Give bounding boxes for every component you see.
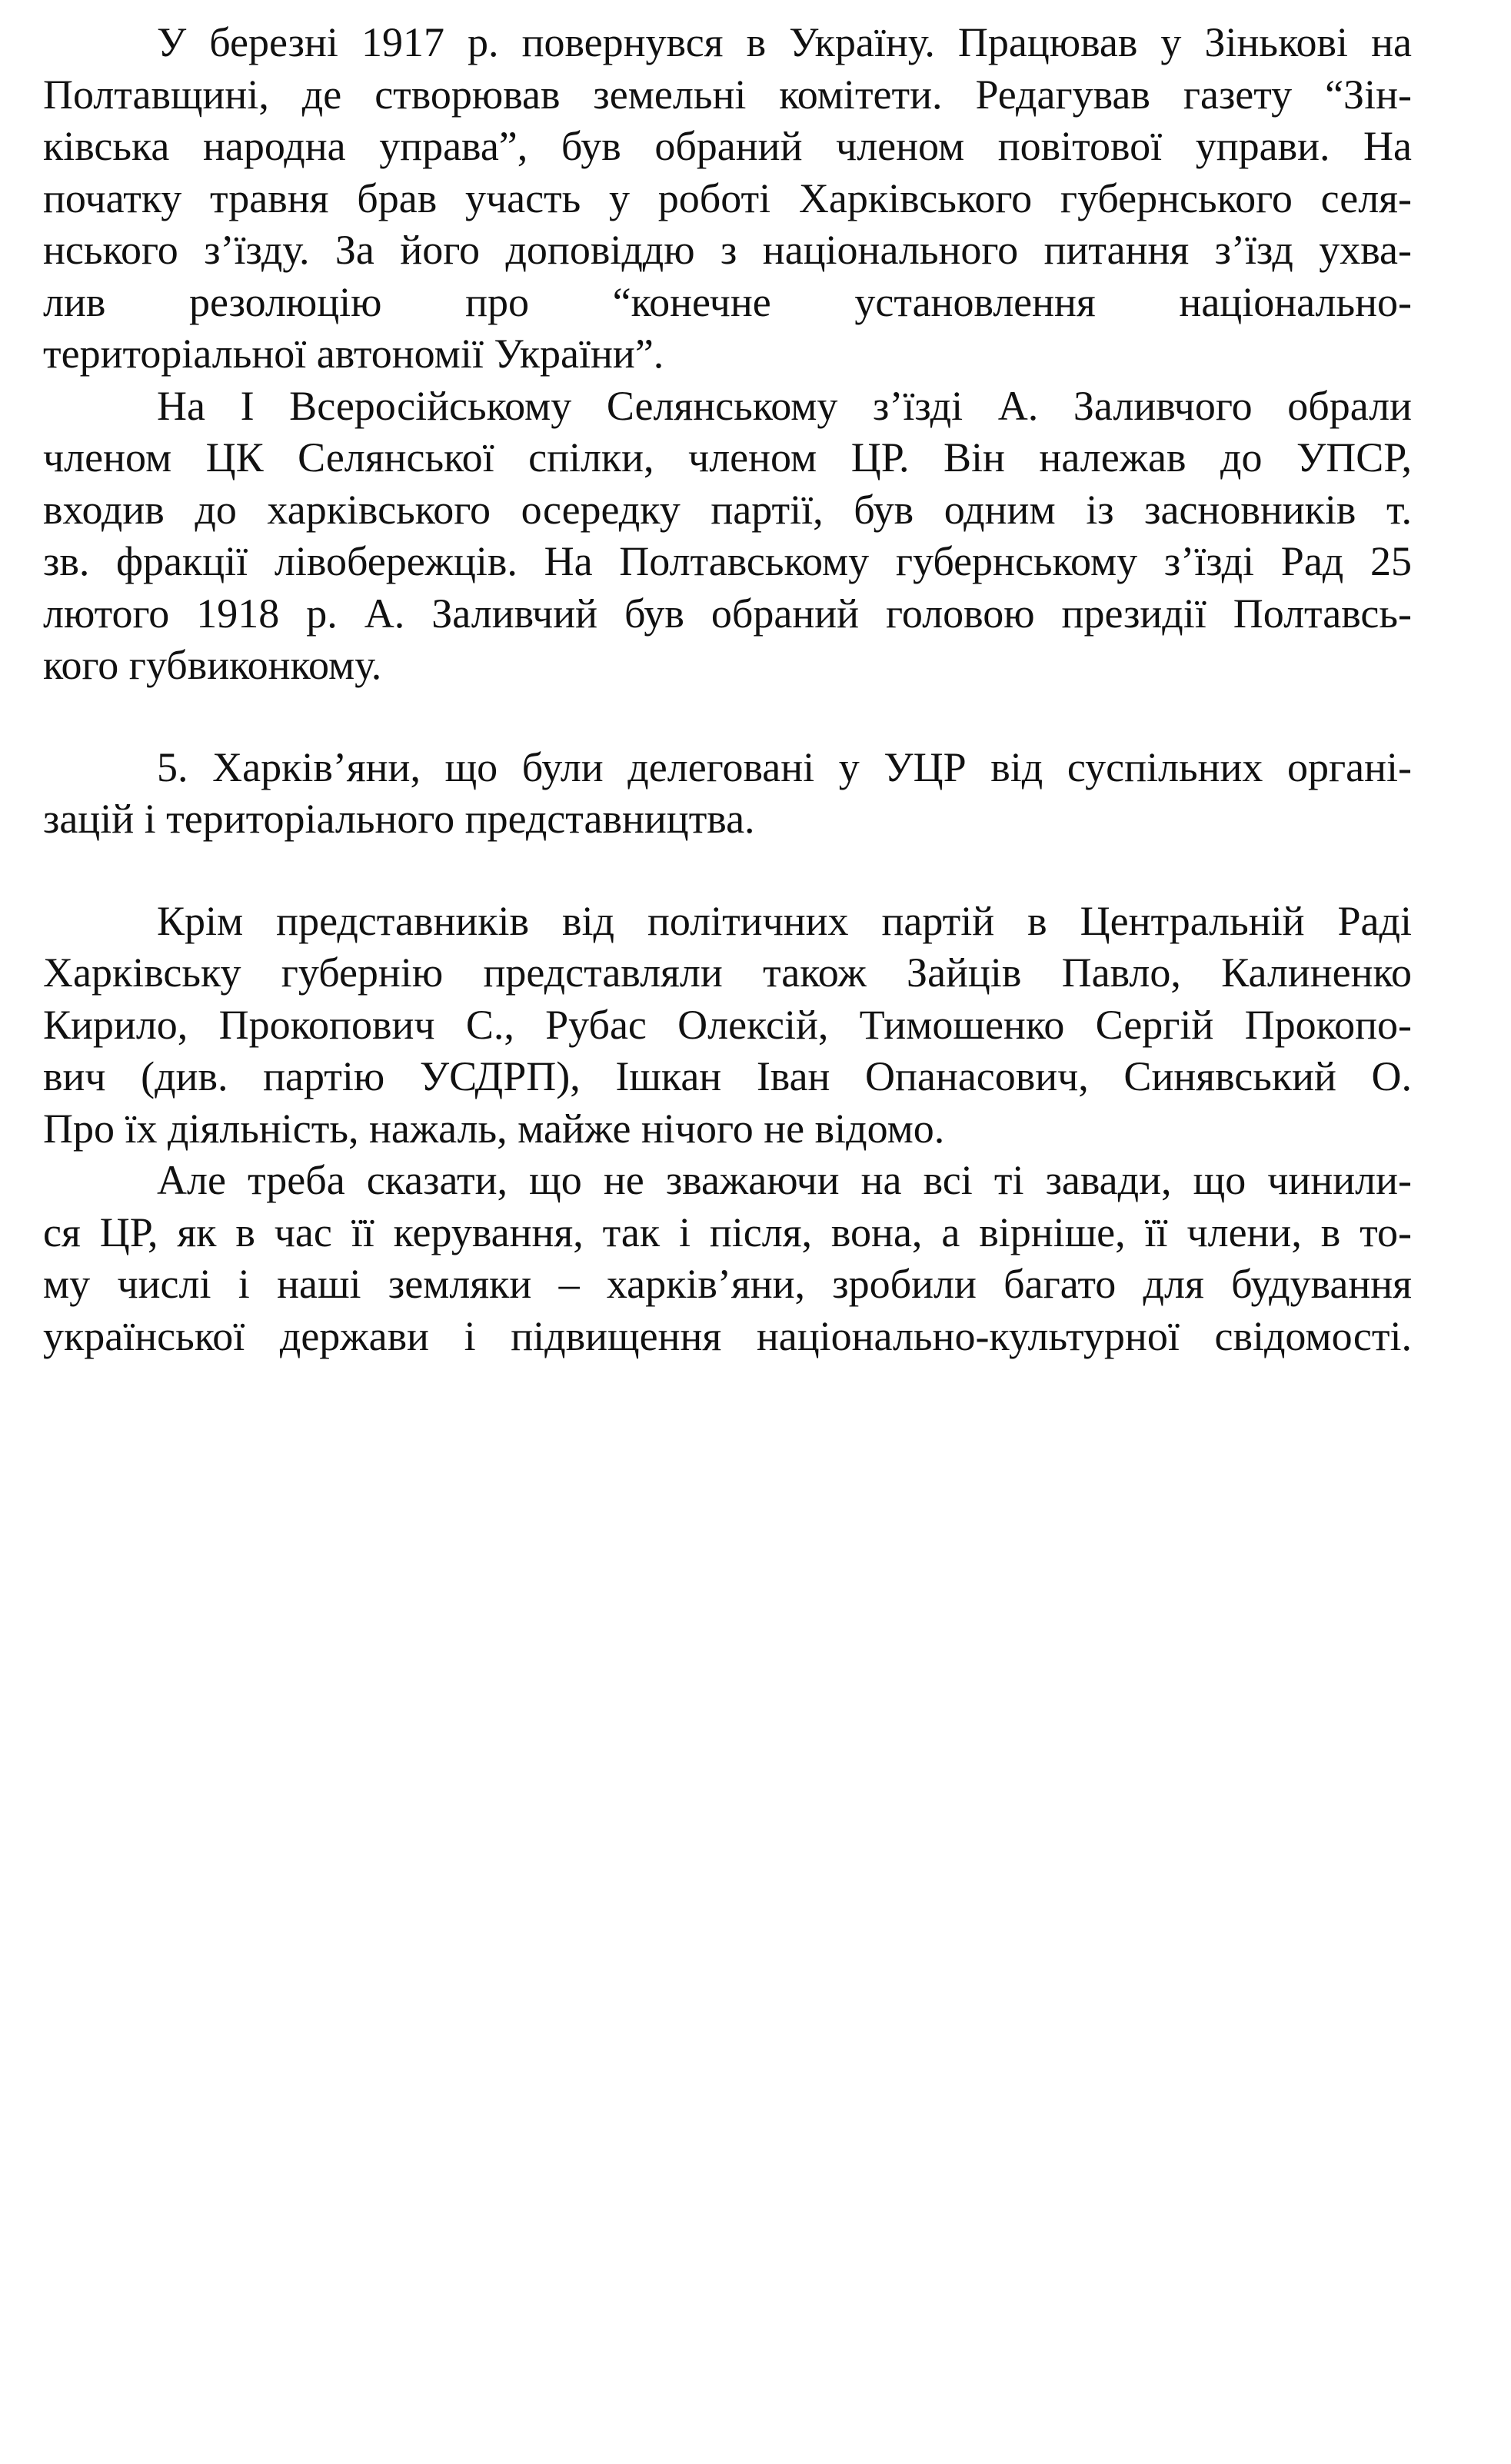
text-line: територіальної автономії України”. <box>43 331 664 377</box>
text-line: му числі і наші земляки – харків’яни, зробили багато для будування <box>43 1261 1412 1307</box>
text-line: лив резолюцію про “конечне установлення національно- <box>43 278 1412 325</box>
text-line: Харківську губернію представляли також Зайців Павло, Калиненко <box>43 949 1412 996</box>
spacer <box>43 846 1412 896</box>
paragraph-biography-1917 <box>43 17 1412 381</box>
paragraph-conclusion <box>43 1155 1412 1362</box>
text-line: ся ЦР, як в час її керування, так і після, вона, а вірніше, її члени, в то- <box>43 1209 1412 1255</box>
heading-line: 5. Харків’яни, що були делеговані у УЦР від суспільних органі- <box>157 743 1412 790</box>
text-line: Але треба сказати, що не зважаючи на всі ті завади, що чинили- <box>157 1157 1412 1203</box>
text-line: нського з’їзду. За його доповіддю з національного питання з’їзд ухва- <box>43 227 1412 273</box>
text-line: входив до харківського осередку партії, був одним із засновників т. <box>43 486 1412 533</box>
paragraph-representatives <box>43 896 1412 1156</box>
text-line: зв. фракції лівобережців. На Полтавському губернському з’їзді Рад 25 <box>43 538 1412 584</box>
text-line: ківська народна управа”, був обраний членом повітової управи. На <box>43 123 1412 169</box>
text-line: На І Всеросійському Селянському з’їзді А. Заливчого обрали <box>157 382 1412 429</box>
text-line: Про їх діяльність, нажаль, майже нічого не відомо. <box>43 1105 945 1152</box>
text-line: української держави і підвищення національно-культурної свідомості. <box>43 1312 1412 1359</box>
text-line: Полтавщині, де створював земельні комітети. Редагував газету “Зін- <box>43 71 1412 118</box>
text-line: кого губвиконкому. <box>43 642 382 688</box>
text-line: Крім представників від політичних партій в Центральній Раді <box>157 897 1412 944</box>
paragraph-peasant-congress <box>43 381 1412 692</box>
text-line: початку травня брав участь у роботі Харківського губернського селя- <box>43 175 1412 221</box>
text-line: лютого 1918 р. А. Заливчий був обраний головою президії Полтавсь- <box>43 590 1412 637</box>
document-page <box>43 17 1412 1362</box>
heading-line: зацій і територіального представництва. <box>43 796 755 842</box>
text-line: вич (див. партію УСДРП), Ішкан Іван Опанасович, Синявський О. <box>43 1053 1412 1099</box>
section-heading <box>43 742 1412 846</box>
text-line: У березні 1917 р. повернувся в Україну. Працював у Зінькові на <box>157 19 1412 65</box>
text-line: членом ЦК Селянської спілки, членом ЦР. Він належав до УПСР, <box>43 434 1412 480</box>
spacer <box>43 692 1412 742</box>
text-line: Кирило, Прокопович С., Рубас Олексій, Тимошенко Сергій Прокопо- <box>43 1001 1412 1048</box>
